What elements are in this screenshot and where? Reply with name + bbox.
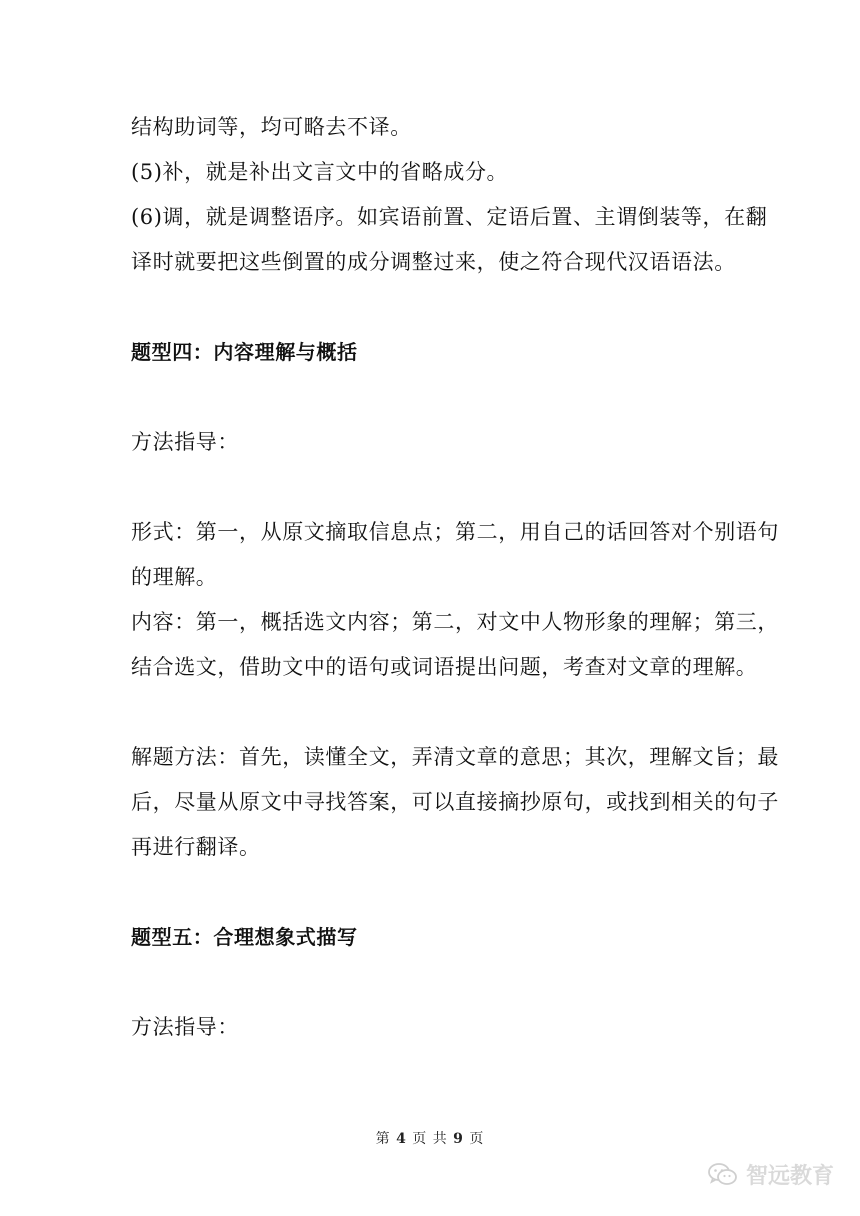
section-heading: 题型五：合理想象式描写 bbox=[131, 925, 358, 949]
method-label: 方法指导： bbox=[131, 1015, 239, 1039]
page-footer bbox=[0, 1128, 860, 1148]
body-line: 结构助词等，均可略去不译。 bbox=[131, 115, 412, 139]
footer-prefix: 第 bbox=[375, 1131, 391, 1147]
body-line: 结合选文，借助文中的语句或词语提出问题，考查对文章的理解。 bbox=[131, 655, 758, 679]
body-line: 内容：第一，概括选文内容；第二，对文中人物形象的理解；第三， bbox=[131, 610, 779, 634]
current-page-number: 4 bbox=[396, 1131, 407, 1147]
footer-middle: 页 共 bbox=[412, 1131, 448, 1147]
wechat-icon bbox=[708, 1162, 738, 1188]
body-line: 的理解。 bbox=[131, 565, 218, 589]
watermark-text: 智远教育 bbox=[745, 1164, 834, 1189]
body-line: 形式：第一，从原文摘取信息点；第二，用自己的话回答对个别语句 bbox=[131, 520, 779, 544]
body-line: 再进行翻译。 bbox=[131, 835, 261, 859]
body-line: 译时就要把这些倒置的成分调整过来，使之符合现代汉语语法。 bbox=[131, 250, 736, 274]
body-line: 解题方法：首先，读懂全文，弄清文章的意思；其次，理解文旨；最 bbox=[131, 745, 779, 769]
body-line: (6)调，就是调整语序。如宾语前置、定语后置、主谓倒装等，在翻 bbox=[131, 205, 768, 229]
total-page-number: 9 bbox=[453, 1131, 464, 1147]
footer-suffix: 页 bbox=[469, 1131, 485, 1147]
body-line: 后，尽量从原文中寻找答案，可以直接摘抄原句，或找到相关的句子 bbox=[131, 790, 779, 814]
watermark bbox=[708, 1159, 834, 1190]
method-label: 方法指导： bbox=[131, 430, 239, 454]
section-heading: 题型四：内容理解与概括 bbox=[131, 340, 358, 364]
body-line: (5)补，就是补出文言文中的省略成分。 bbox=[131, 160, 509, 184]
